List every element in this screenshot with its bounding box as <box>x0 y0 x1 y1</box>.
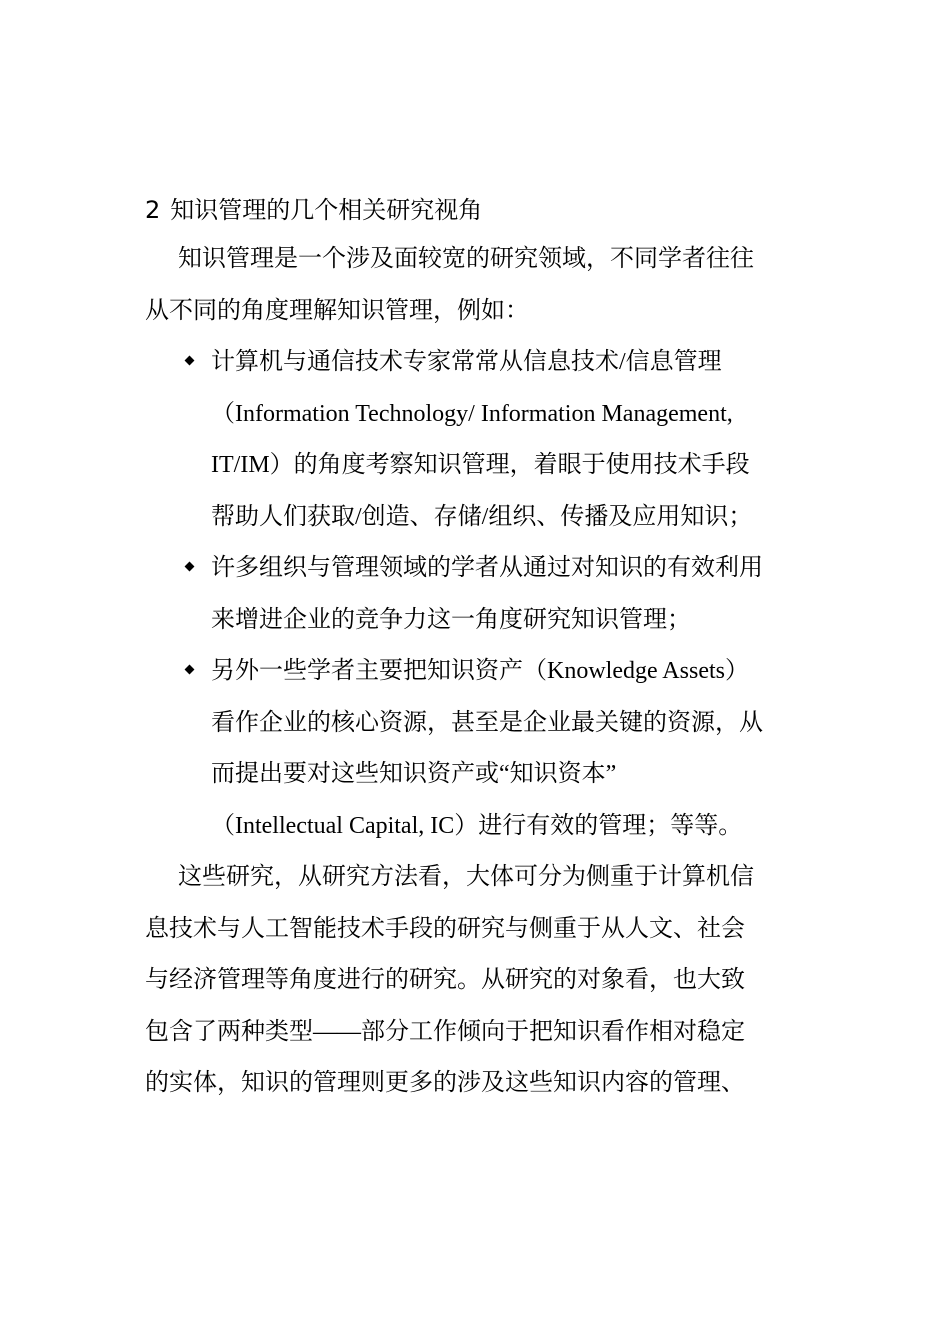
intro-paragraph <box>145 234 805 337</box>
bullet-line: （Information Technology/ Information Management, <box>211 400 733 427</box>
bullet-line: （Intellectual Capital, IC）进行有效的管理；等等。 <box>211 812 743 839</box>
paragraph-line: 这些研究，从研究方法看，大体可分为侧重于计算机信 <box>178 864 754 890</box>
section-heading <box>145 190 805 230</box>
bullet-item <box>145 646 805 852</box>
page-content <box>145 190 805 1110</box>
bullet-line: 另外一些学者主要把知识资产（Knowledge Assets） <box>211 658 749 684</box>
bullet-line: 计算机与通信技术专家常常从信息技术/信息管理 <box>211 349 722 375</box>
diamond-bullet-icon <box>179 543 199 595</box>
bullet-line: 而提出要对这些知识资产或“知识资本” <box>211 761 617 787</box>
bullet-list <box>145 337 805 852</box>
bullet-line: 看作企业的核心资源，甚至是企业最关键的资源，从 <box>211 709 763 736</box>
bullet-line: 帮助人们获取/创造、存储/组织、传播及应用知识； <box>211 503 753 530</box>
bullet-line: IT/IM）的角度考察知识管理，着眼于使用技术手段 <box>211 452 750 478</box>
diamond-bullet-icon <box>179 337 199 389</box>
paragraph-line: 包含了两种类型——部分工作倾向于把知识看作相对稳定 <box>145 1018 745 1045</box>
paragraph-line: 知识管理是一个涉及面较宽的研究领域，不同学者往往 <box>178 246 754 272</box>
section-title: 知识管理的几个相关研究视角 <box>170 196 483 224</box>
bullet-line: 许多组织与管理领域的学者从通过对知识的有效利用 <box>211 555 763 581</box>
diamond-bullet-icon <box>179 646 199 698</box>
bullet-line: 来增进企业的竞争力这一角度研究知识管理； <box>211 606 691 633</box>
bullet-item <box>145 337 805 543</box>
paragraph-line: 从不同的角度理解知识管理，例如： <box>145 297 529 324</box>
closing-paragraph <box>145 852 805 1110</box>
paragraph-line: 与经济管理等角度进行的研究。从研究的对象看，也大致 <box>145 967 745 993</box>
bullet-item <box>145 543 805 646</box>
section-number: 2 <box>145 196 161 224</box>
paragraph-line: 息技术与人工智能技术手段的研究与侧重于从人文、社会 <box>145 915 745 942</box>
paragraph-line: 的实体，知识的管理则更多的涉及这些知识内容的管理、 <box>145 1070 745 1096</box>
